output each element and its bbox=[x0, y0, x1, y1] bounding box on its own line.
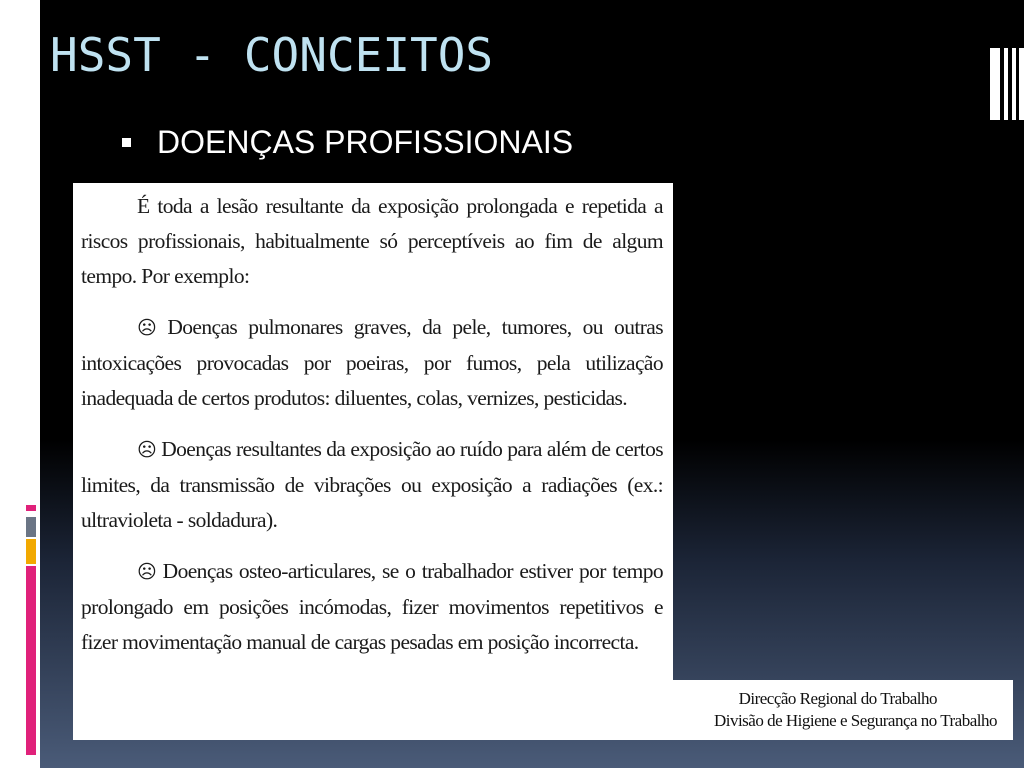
title-decoration bbox=[990, 48, 1024, 120]
bullet-marker-icon bbox=[122, 138, 131, 147]
sad-face-icon: ☹ bbox=[137, 439, 157, 461]
footer-division: Divisão de Higiene e Segurança no Trabalho bbox=[713, 711, 997, 730]
document-image bbox=[73, 183, 673, 740]
document-item bbox=[81, 432, 663, 538]
bullet-text: DOENÇAS PROFISSIONAIS bbox=[157, 124, 574, 160]
source-footer bbox=[673, 680, 1013, 740]
side-accent-marks bbox=[26, 505, 38, 755]
sad-face-icon: ☹ bbox=[137, 317, 157, 339]
document-intro: É toda a lesão resultante da exposição prolongada e repetida a riscos profissionais, habitualmente só perceptíveis ao fim de algum tempo. Por exemplo: bbox=[81, 194, 663, 288]
document-item-text: Doenças osteo-articulares, se o trabalhador estiver por tempo prolongado em posições incómodas, fizer movimentos repetitivos e fizer movimentação manual de cargas pesadas em posição incorrecta. bbox=[81, 559, 663, 654]
slide-title: HSST - CONCEITOS bbox=[50, 28, 494, 82]
footer-organization: Direcção Regional do Trabalho bbox=[738, 689, 937, 708]
bullet-item bbox=[122, 124, 573, 161]
document-item bbox=[81, 310, 663, 416]
document-item bbox=[81, 554, 663, 660]
document-item-text: Doenças pulmonares graves, da pele, tumores, ou outras intoxicações provocadas por poeiras, por fumos, pela utilização inadequada de certos produtos: diluentes, colas, vernizes, pesticidas. bbox=[81, 315, 663, 410]
document-item-text: Doenças resultantes da exposição ao ruído para além de certos limites, da transmissão de vibrações ou exposição a radiações (ex.: ultravioleta - soldadura). bbox=[81, 437, 663, 532]
sad-face-icon: ☹ bbox=[137, 561, 157, 583]
